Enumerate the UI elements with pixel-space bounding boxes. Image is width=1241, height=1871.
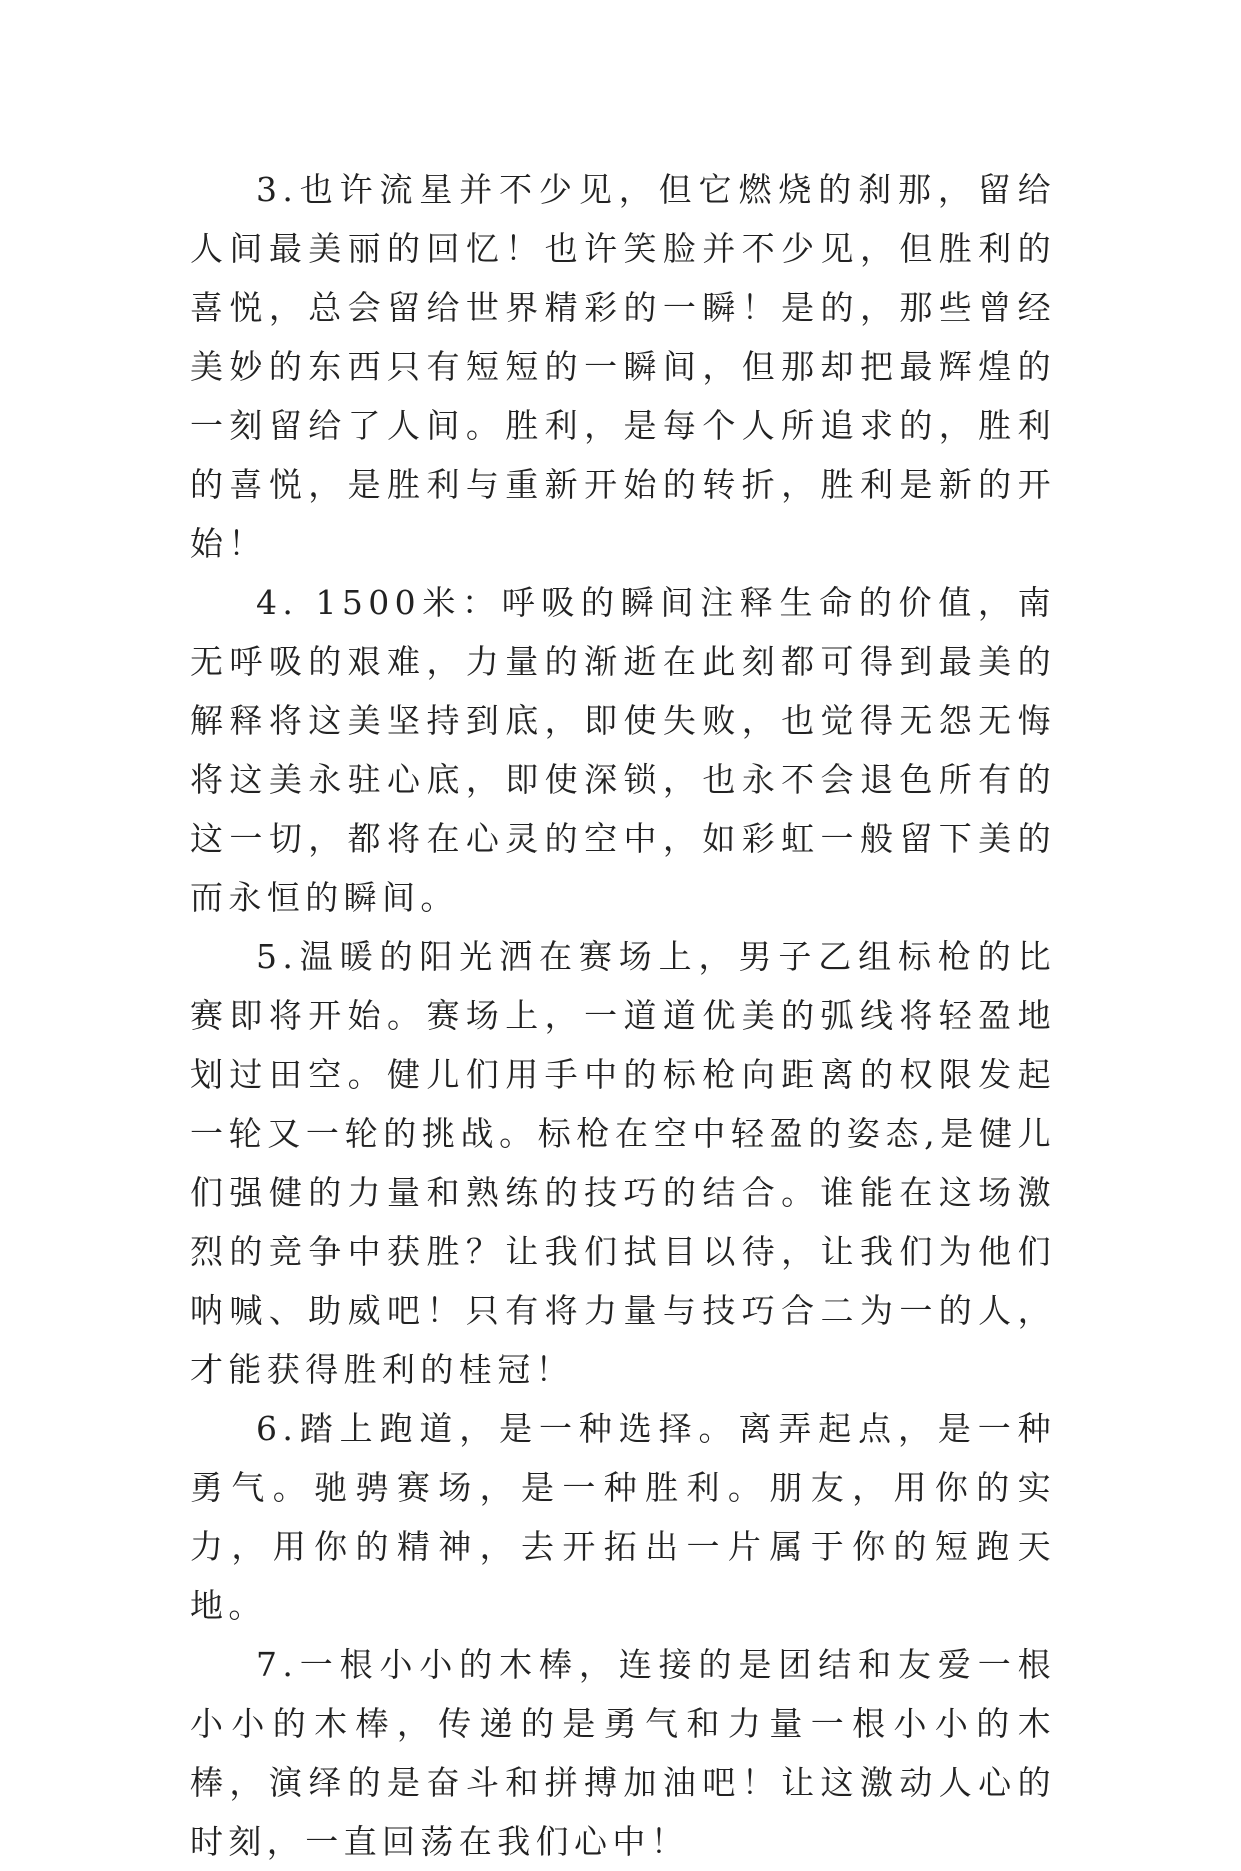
paragraph-3: 3.也许流星并不少见，但它燃烧的刹那，留给人间最美丽的回忆！也许笑脸并不少见，但胜利的喜悦，总会留给世界精彩的一瞬！是的，那些曾经美妙的东西只有短短的一瞬间，但那却把最辉煌的一刻留给了人间。胜利，是每个人所追求的，胜利的喜悦，是胜利与重新开始的转折，胜利是新的开始！ [190,170,1056,563]
paragraph-7: 7.一根小小的木棒，连接的是团结和友爱一根小小的木棒，传递的是勇气和力量一根小小的木棒，演绎的是奋斗和拼搏加油吧！让这激动人心的时刻，一直回荡在我们心中！ [190,1645,1056,1861]
paragraph-4: 4. 1500米：呼吸的瞬间注释生命的价值，南无呼吸的艰难，力量的渐逝在此刻都可得到最美的解释将这美坚持到底，即使失败，也觉得无怨无悔将这美永驻心底，即使深锁，也永不会退色所有的这一切，都将在心灵的空中，如彩虹一般留下美的而永恒的瞬间。 [190,583,1056,917]
paragraph-5: 5.温暖的阳光洒在赛场上，男子乙组标枪的比赛即将开始。赛场上，一道道优美的弧线将轻盈地划过田空。健儿们用手中的标枪向距离的权限发起一轮又一轮的挑战。标枪在空中轻盈的姿态,是健儿们强健的力量和熟练的技巧的结合。谁能在这场激烈的竞争中获胜？让我们拭目以待，让我们为他们呐喊、助威吧！只有将力量与技巧合二为一的人，才能获得胜利的桂冠！ [190,937,1056,1389]
paragraph-6: 6.踏上跑道，是一种选择。离弄起点，是一种勇气。驰骋赛场，是一种胜利。朋友，用你的实力，用你的精神，去开拓出一片属于你的短跑天地。 [190,1409,1056,1625]
document-body [190,160,1056,1871]
